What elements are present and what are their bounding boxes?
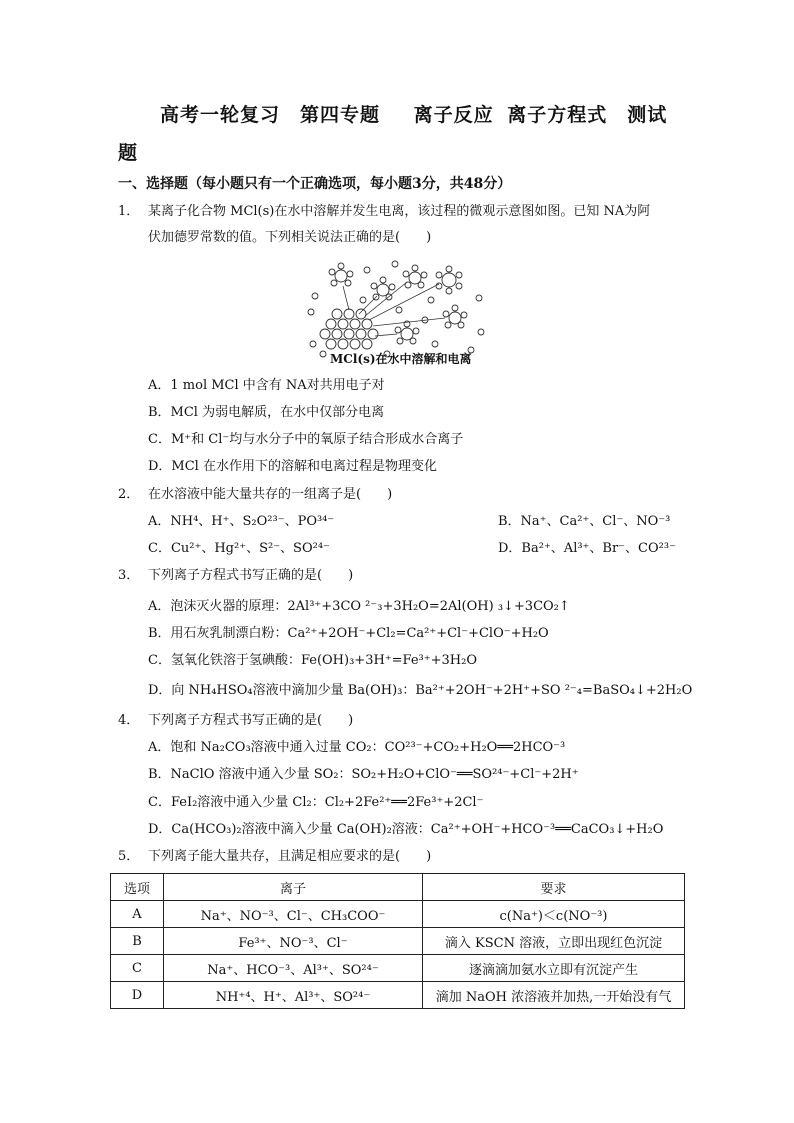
q1-option-b: B．MCl 为弱电解质，在水中仅部分电离 (148, 405, 385, 420)
header-requirement: 要求 (423, 874, 685, 901)
header-ions: 离子 (164, 874, 423, 901)
table-row (111, 901, 685, 928)
q3-option-b: B．用石灰乳制漂白粉：Ca²⁺+2OH⁻+Cl₂=Ca²⁺+Cl⁻+ClO⁻+H₂O (148, 626, 549, 641)
table-row (111, 928, 685, 955)
row-d-ions: NH⁺⁴、H⁺、Al³⁺、SO²⁴⁻ (164, 982, 423, 1009)
q2-text: 在水溶液中能大量共存的一组离子是( ) (148, 487, 393, 502)
q4-option-d: D．Ca(HCO₃)₂溶液中滴入少量 Ca(OH)₂溶液：Ca²⁺+OH⁻+HCO⁻³══CaCO₃↓+H₂O (148, 822, 664, 837)
q1-option-d: D．MCl 在水作用下的溶解和电离过程是物理变化 (148, 459, 437, 474)
row-b-ions: Fe³⁺、NO⁻³、Cl⁻ (164, 928, 423, 955)
q4-number: 4． (118, 713, 140, 728)
hydrated-ion-3 (403, 265, 427, 288)
document-title (118, 96, 688, 172)
section-heading: 一、选择题（每小题只有一个正确选项，每小题3分，共48分） (118, 176, 512, 192)
header-option: 选项 (111, 874, 164, 901)
hydrated-ion-6 (395, 321, 419, 344)
q4-option-c: C．FeI₂溶液中通入少量 Cl₂：Cl₂+2Fe²⁺══2Fe³⁺+2Cl⁻ (148, 795, 484, 810)
q4-option-b: B．NaClO 溶液中通入少量 SO₂：SO₂+H₂O+ClO⁻══SO²⁴⁻+Cl⁻+2H⁺ (148, 767, 579, 782)
crystal-lattice (320, 309, 378, 349)
row-b-option: B (111, 928, 164, 955)
q1-option-a: A．1 mol MCl 中含有 NA对共用电子对 (148, 378, 385, 393)
row-a-ions: Na⁺、NO⁻³、Cl⁻、CH₃COO⁻ (164, 901, 423, 928)
q1-option-c: C．M⁺和 Cl⁻均与水分子中的氧原子结合形成水合离子 (148, 432, 464, 447)
row-c-option: C (111, 955, 164, 982)
q2-number: 2． (118, 487, 140, 502)
q3-option-a: A．泡沫灭火器的原理：2Al³⁺+3CO ²⁻₃+3H₂O=2Al(OH) ₃↓+3CO₂↑ (148, 599, 570, 614)
hydrated-ion-4 (436, 266, 462, 294)
q1-text-line-2: 伏加德罗常数的值。下列相关说法正确的是( ) (148, 230, 432, 245)
hydrated-ion-1 (329, 263, 353, 286)
q4-text: 下列离子方程式书写正确的是( ) (148, 713, 354, 728)
figure-caption: MCl(s)在水中溶解和电离 (330, 352, 472, 366)
q2-option-a: A．NH⁴、H⁺、S₂O²³⁻、PO³⁴⁻ (148, 514, 335, 529)
table-row (111, 955, 685, 982)
q1-number: 1． (118, 204, 140, 219)
hydrated-ion-2 (371, 277, 395, 300)
title-line-2: 题 (118, 142, 138, 164)
q3-option-d: D．向 NH₄HSO₄溶液中滴加少量 Ba(OH)₃：Ba²⁺+2OH⁻+2H⁺+SO ²⁻₄=BaSO₄↓+2H₂O (148, 683, 693, 698)
q1-text-line-1: 某离子化合物 MCl(s)在水中溶解并发生电离，该过程的微观示意图如图。已知 NA为阿 (148, 204, 651, 219)
q3-text: 下列离子方程式书写正确的是( ) (148, 568, 354, 583)
table-header-row (111, 874, 685, 901)
row-d-requirement: 滴加 NaOH 浓溶液并加热,一开始没有气 (423, 982, 685, 1009)
row-c-requirement: 逐滴滴加氨水立即有沉淀产生 (423, 955, 685, 982)
title-line-1: 高考一轮复习 第四专题 离子反应 离子方程式 测试 (160, 104, 668, 126)
q3-number: 3． (118, 568, 140, 583)
q4-option-a: A．饱和 Na₂CO₃溶液中通入过量 CO₂：CO²³⁻+CO₂+H₂O══2HCO⁻³ (148, 740, 566, 755)
q2-option-c: C．Cu²⁺、Hg²⁺、S²⁻、SO²⁴⁻ (148, 541, 330, 556)
q5-number: 5． (118, 849, 140, 864)
row-d-option: D (111, 982, 164, 1009)
q3-option-c: C．氢氧化铁溶于氢碘酸：Fe(OH)₃+3H⁺=Fe³⁺+3H₂O (148, 653, 477, 668)
q2-option-b: B．Na⁺、Ca²⁺、Cl⁻、NO⁻³ (498, 514, 671, 529)
hydrated-ion-5 (443, 305, 467, 328)
table-row (111, 982, 685, 1009)
q5-text: 下列离子能大量共存，且满足相应要求的是( ) (148, 849, 432, 864)
requirements-table (110, 873, 685, 1009)
q2-option-d: D．Ba²⁺、Al³⁺、Br⁻、CO²³⁻ (498, 541, 676, 556)
row-a-option: A (111, 901, 164, 928)
row-c-ions: Na⁺、HCO⁻³、Al³⁺、SO²⁴⁻ (164, 955, 423, 982)
row-b-requirement: 滴入 KSCN 溶液，立即出现红色沉淀 (423, 928, 685, 955)
row-a-requirement: c(Na⁺)＜c(NO⁻³) (423, 901, 685, 928)
